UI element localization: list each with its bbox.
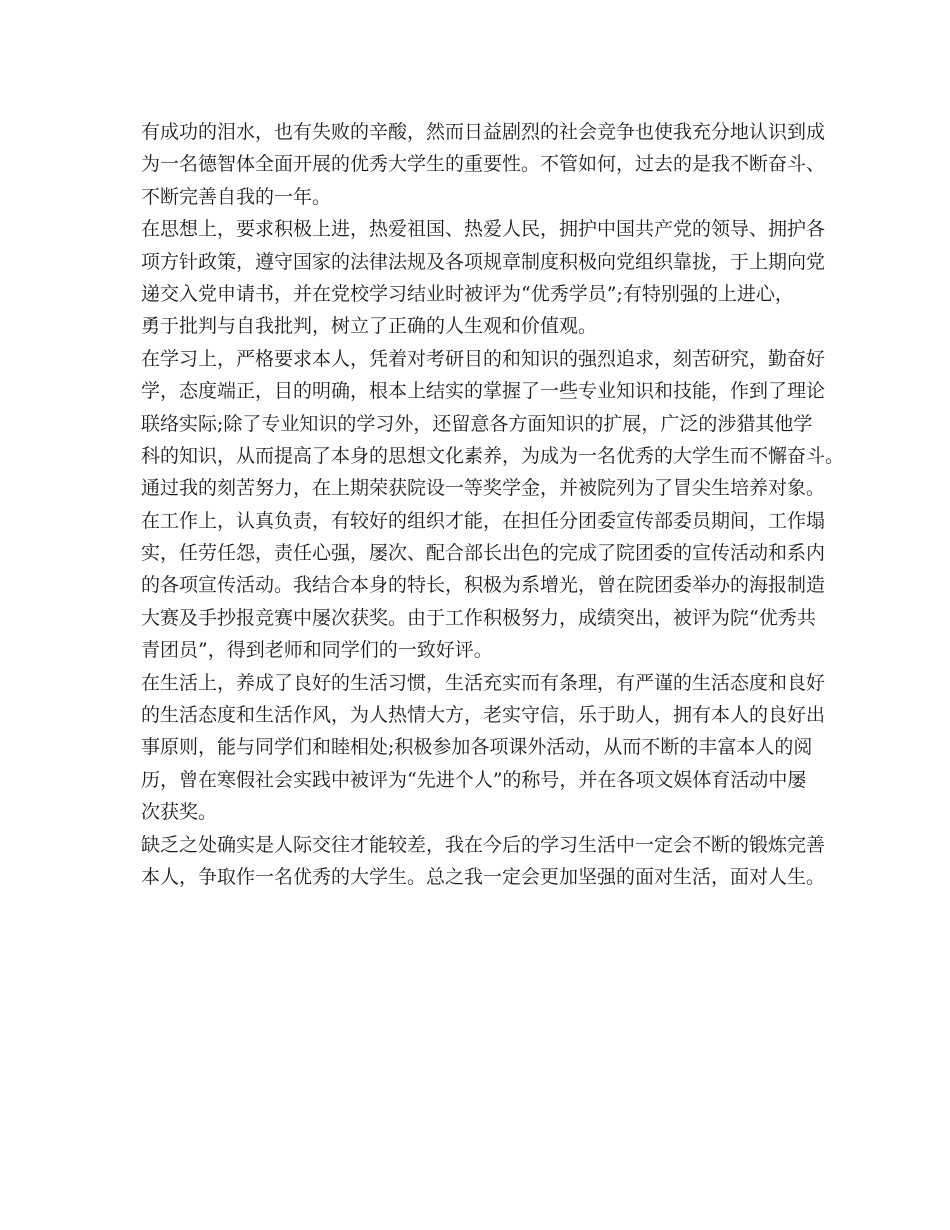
text-line: 科的知识，从而提高了本身的思想文化素养，为成为一名优秀的大学生而不懈奋斗。: [141, 444, 845, 467]
text-line: 勇于批判与自我批判，树立了正确的人生观和价值观。: [141, 315, 598, 338]
text-line: 通过我的刻苦努力，在上期荣获院设一等奖学金，并被院列为了冒尖生培养对象。: [141, 477, 826, 500]
text-line: 的各项宣传活动。我结合本身的特长，积极为系增光，曾在院团委举办的海报制造: [141, 574, 826, 597]
text-line: 实，任劳任怨，责任心强，屡次、配合部长出色的完成了院团委的宣传活动和系内: [141, 542, 826, 565]
text-line: 本人，争取作一名优秀的大学生。总之我一定会更加坚强的面对生活，面对人生。: [141, 865, 826, 888]
text-line: 递交入党申请书，并在党校学习结业时被评为“优秀学员”;有特别强的上进心，: [141, 282, 794, 305]
text-line: 学，态度端正，目的明确，根本上结实的掌握了一些专业知识和技能，作到了理论: [141, 380, 826, 403]
text-line: 联络实际;除了专业知识的学习外，还留意各方面知识的扩展，广泛的涉猎其他学: [141, 412, 813, 435]
text-line: 在生活上，养成了良好的生活习惯，生活充实而有条理，有严谨的生活态度和良好: [141, 671, 826, 694]
text-line: 缺乏之处确实是人际交往才能较差，我在今后的学习生活中一定会不断的锻炼完善: [141, 833, 826, 856]
document-body: [141, 116, 845, 893]
text-line: 大赛及手抄报竞赛中屡次获奖。由于工作积极努力，成绩突出，被评为院“优秀共: [141, 606, 816, 629]
text-line: 次获奖。: [141, 801, 218, 824]
text-line: 的生活态度和生活作风，为人热情大方，老实守信，乐于助人，拥有本人的良好出: [141, 704, 826, 727]
text-line: 在思想上，要求积极上进，热爱祖国、热爱人民，拥护中国共产党的领导、拥护各: [141, 218, 826, 241]
text-line: 青团员”，得到老师和同学们的一致好评。: [141, 639, 493, 662]
text-line: 项方针政策，遵守国家的法律法规及各项规章制度积极向党组织靠拢，于上期向党: [141, 250, 826, 273]
text-line: 在工作上，认真负责，有较好的组织才能，在担任分团委宣传部委员期间，工作塌: [141, 509, 826, 532]
text-line: 事原则，能与同学们和睦相处;积极参加各项课外活动，从而不断的丰富本人的阅: [141, 736, 813, 759]
text-line: 不断完善自我的一年。: [141, 185, 332, 208]
text-line: 为一名德智体全面开展的优秀大学生的重要性。不管如何，过去的是我不断奋斗、: [141, 153, 826, 176]
text-line: 有成功的泪水，也有失败的辛酸，然而日益剧烈的社会竞争也使我充分地认识到成: [141, 121, 826, 143]
text-line: 历，曾在寒假社会实践中被评为“先进个人”的称号，并在各项文娱体育活动中屡: [141, 768, 807, 791]
text-line: 在学习上，严格要求本人，凭着对考研目的和知识的强烈追求，刻苦研究，勤奋好: [141, 347, 826, 370]
